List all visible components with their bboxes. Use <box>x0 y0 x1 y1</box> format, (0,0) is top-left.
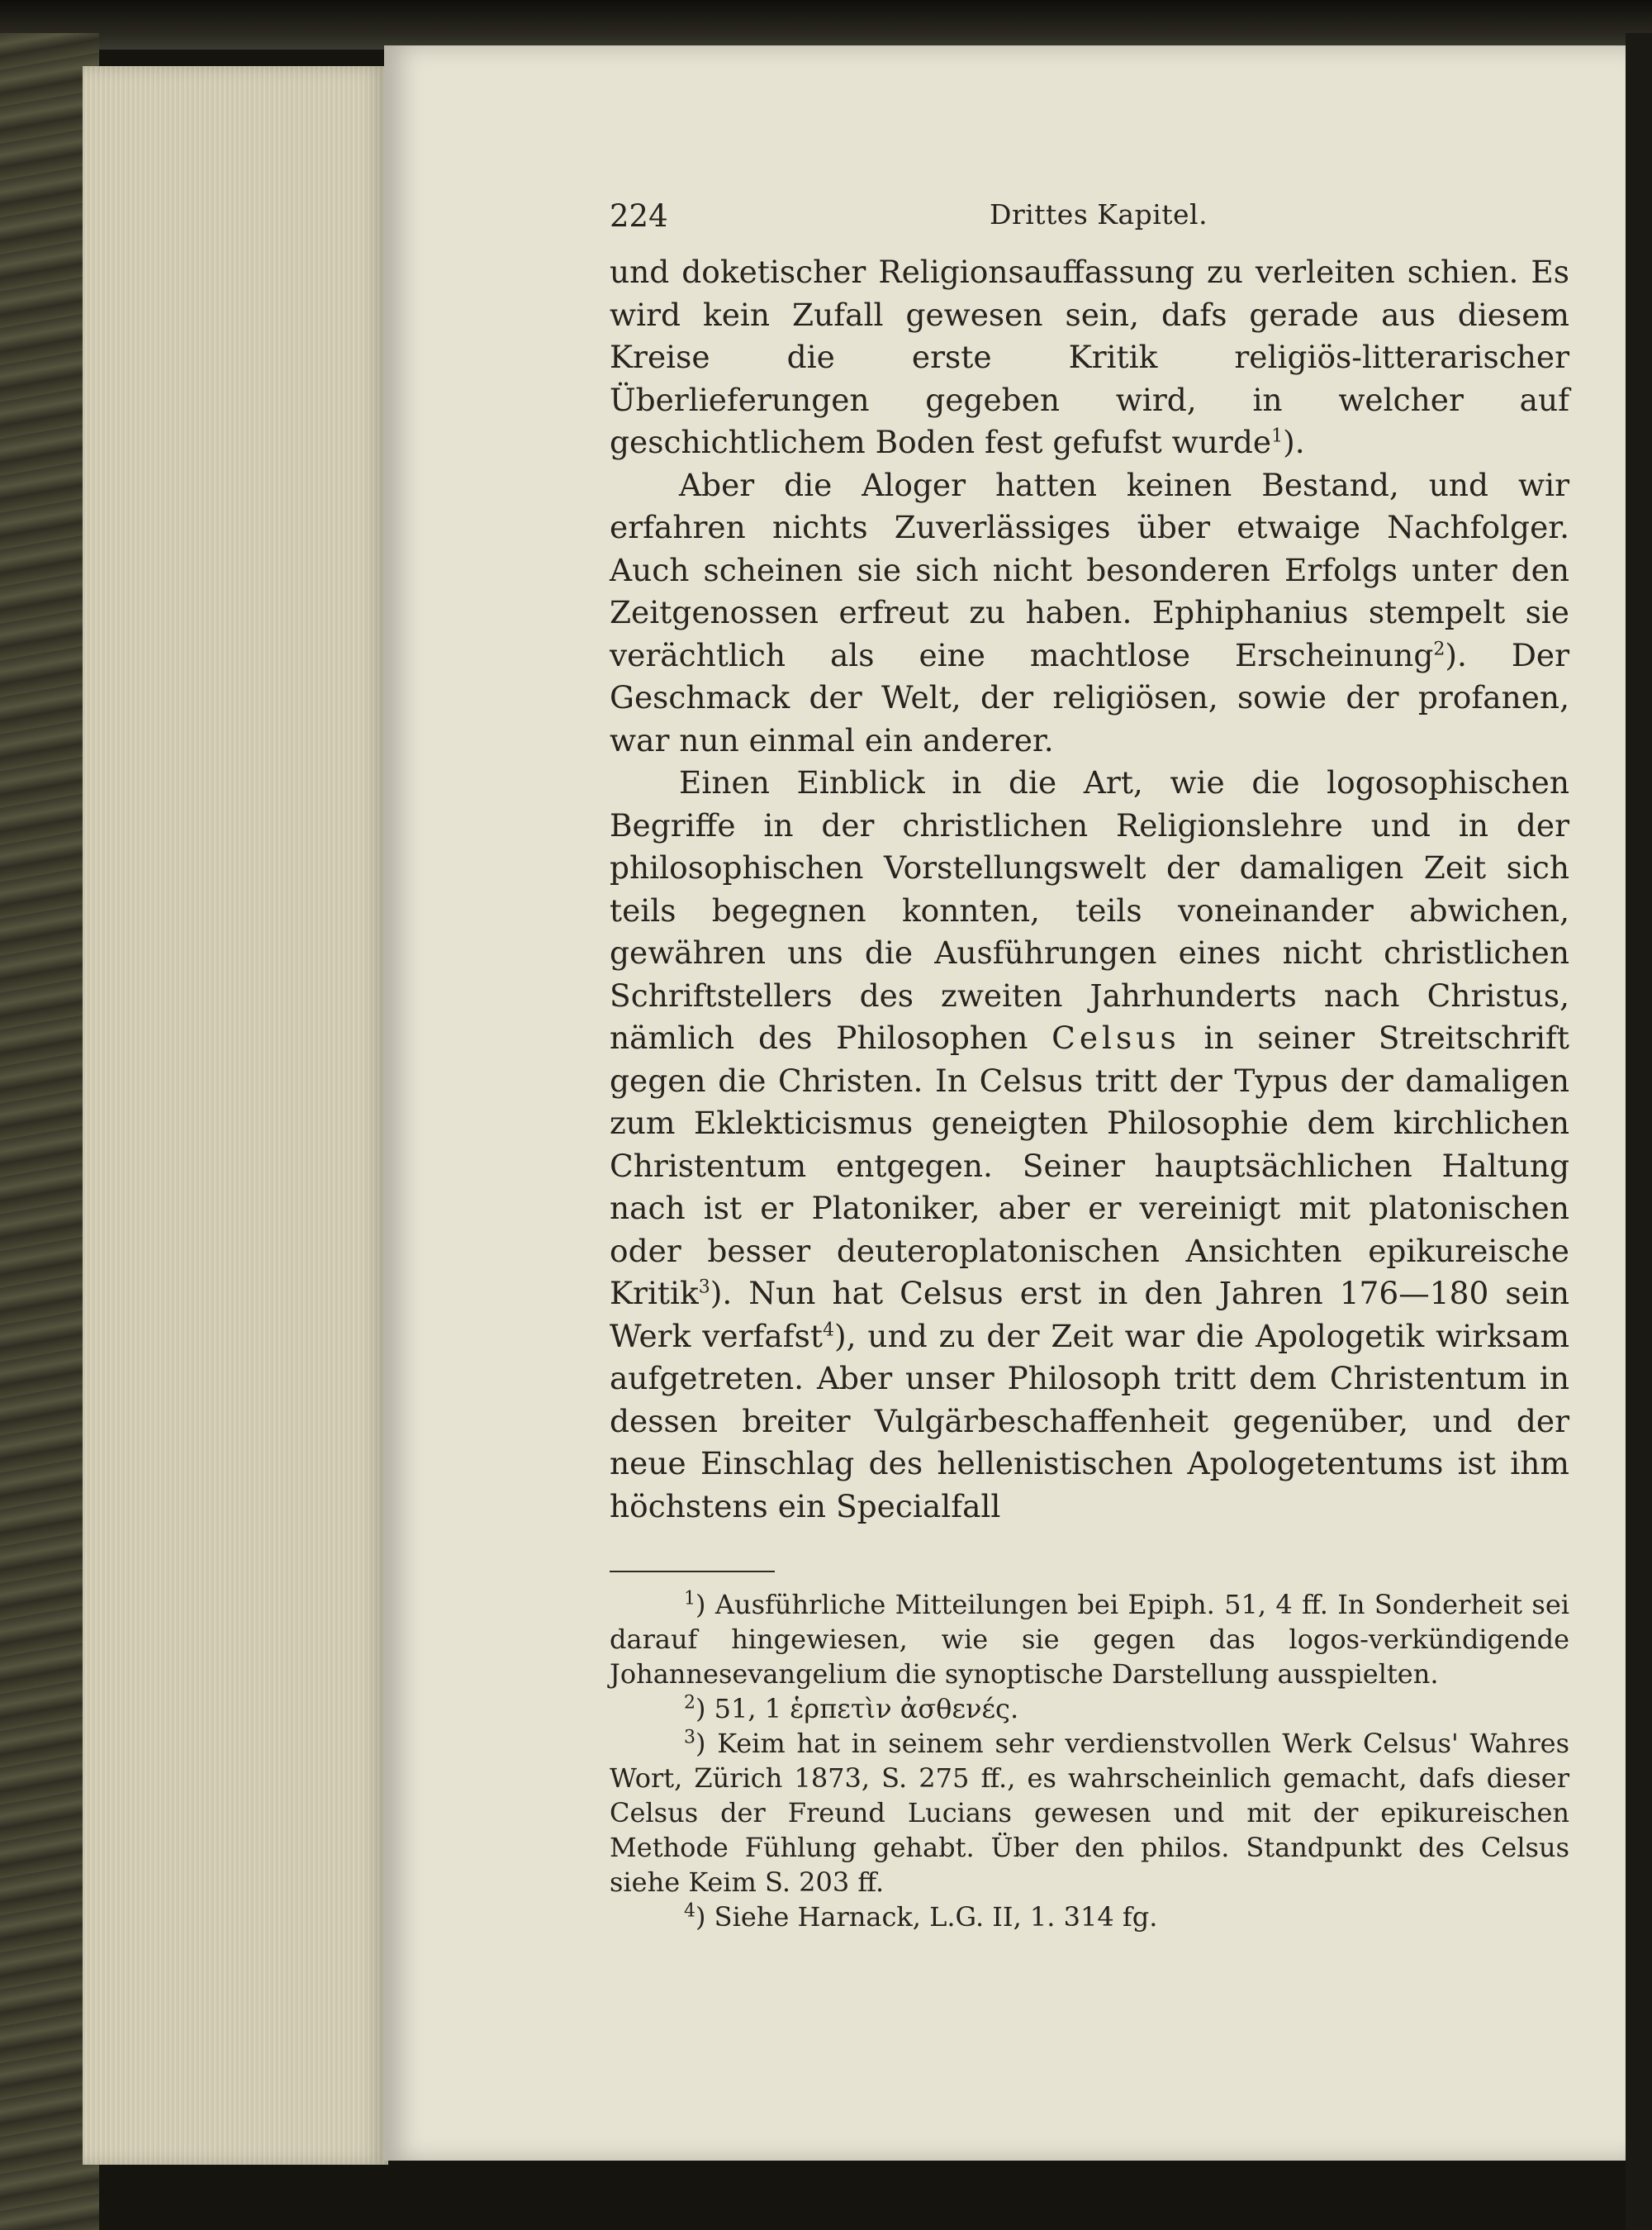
footnote-3 <box>610 1726 1569 1900</box>
footnote-ref-2[interactable]: 2 <box>1433 639 1446 659</box>
page-header <box>610 198 1569 251</box>
book-cover-top <box>0 0 1652 50</box>
footnote-4-text: ) Siehe Harnack, L.G. II, 1. 314 fg. <box>695 1901 1158 1933</box>
page-edges-stack <box>83 66 388 2165</box>
footnotes <box>610 1587 1569 1934</box>
body-text <box>610 251 1569 1528</box>
footnote-ref-3[interactable]: 3 <box>698 1277 710 1298</box>
footnote-4 <box>610 1900 1569 1934</box>
celsus-name-spaced: Celsus <box>1051 1020 1180 1056</box>
page-content <box>610 198 1569 1934</box>
paragraph-1-end: ). <box>1283 424 1305 460</box>
paragraph-2-text-b: ). Der Geschmack der Welt, der religiösen, sowie der profanen, war nun einmal ein anderer. <box>610 636 1570 758</box>
running-title: Drittes Kapitel. <box>990 198 1208 231</box>
paragraph-2-text-a: Aber die Aloger hatten keinen Bestand, und wir erfahren nichts Zuverlässiges über etwaige Nachfolger. Auch scheinen sie sich nicht besonderen Erfolgs unter den Zeitgenossen erfreut zu haben. Ephiphanius stempelt sie verächtlich als eine machtlose Erscheinung <box>610 466 1569 673</box>
footnote-2-text: ) 51, 1 ἑρπετὶν ἀσθενές. <box>695 1693 1019 1724</box>
paragraph-1-text: und doketischer Religionsauffassung zu verleiten schien. Es wird kein Zufall gewesen sein, dafs gerade aus diesem Kreise die erste Kritik religiös-litterarischer Überlieferungen gegeben wird, in welcher auf geschichtlichem Boden fest gefufst wurde <box>610 254 1569 460</box>
footnote-2-marker: 2 <box>684 1692 695 1714</box>
footnote-2 <box>610 1691 1569 1726</box>
footnote-1-marker: 1 <box>684 1588 695 1609</box>
paragraph-2 <box>610 464 1569 763</box>
footnote-3-marker: 3 <box>684 1727 695 1748</box>
paragraph-3-text-b: in seiner Streitschrift gegen die Christen. In Celsus tritt der Typus der damaligen zum Eklekticismus geneigten Philosophie dem kirchlichen Christentum entgegen. Seiner hauptsächlichen Haltung nach ist er Platoniker, aber er vereinigt mit platonischen oder besser deuteroplatonischen Ansichten epikureische Kritik <box>610 1020 1569 1311</box>
paragraph-3 <box>610 762 1569 1528</box>
footnote-ref-1[interactable]: 1 <box>1271 426 1284 447</box>
page-number: 224 <box>610 198 668 234</box>
paragraph-3-text-c: ). Nun hat Celsus erst in den Jahren 176—180 sein Werk verfafst <box>610 1275 1569 1354</box>
footnote-ref-4[interactable]: 4 <box>822 1319 834 1340</box>
footnote-1-text: ) Ausführliche Mitteilungen bei Epiph. 51, 4 ff. In Sonderheit sei darauf hingewiesen, wie sie gegen das logos-verkündigende Johannesevangelium die synoptische Darstellung ausspielten. <box>610 1589 1569 1690</box>
scan-right-border <box>1626 33 1652 2230</box>
footnote-3-text: ) Keim hat in seinem sehr verdienstvollen Werk Celsus' Wahres Wort, Zürich 1873, S. 275 ff., es wahrscheinlich gemacht, dafs dieser Celsus der Freund Lucians gewesen und mit der epikureischen Methode Fühlung gehabt. Über den philos. Standpunkt des Celsus siehe Keim S. 203 ff. <box>610 1728 1569 1898</box>
footnote-1 <box>610 1587 1569 1691</box>
footnote-separator-rule <box>610 1571 775 1572</box>
paragraph-3-text-d: ), und zu der Zeit war die Apologetik wirksam aufgetreten. Aber unser Philosoph tritt dem Christentum in dessen breiter Vulgärbeschaffenheit gegenüber, und der neue Einschlag des hellenistischen Apologetentums ist ihm höchstens ein Specialfall <box>610 1317 1570 1524</box>
paragraph-1 <box>610 251 1569 464</box>
footnote-4-marker: 4 <box>684 1900 695 1922</box>
paragraph-3-text-a: Einen Einblick in die Art, wie die logosophischen Begriffe in der christlichen Religionslehre und in der philosophischen Vorstellungswelt der damaligen Zeit sich teils begegnen konnten, teils voneinander abwichen, gewähren uns die Ausführungen eines nicht christlichen Schriftstellers des zweiten Jahrhunderts nach Christus, nämlich des Philosophen <box>610 764 1569 1056</box>
